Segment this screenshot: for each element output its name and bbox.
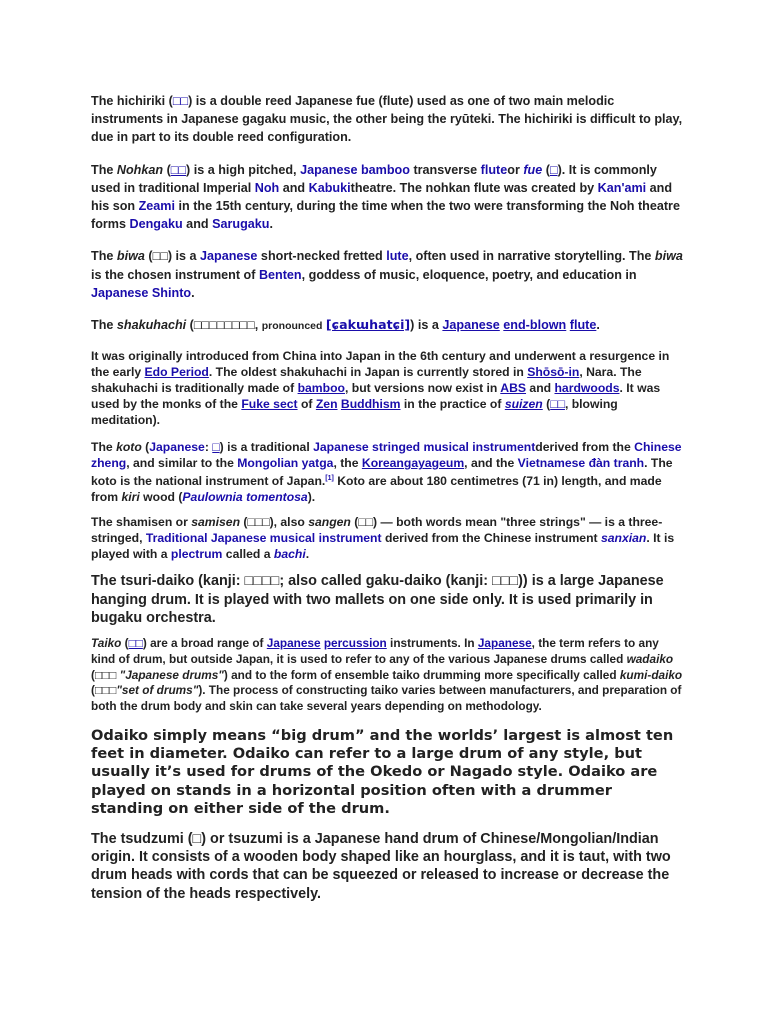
link-japanese[interactable]: Japanese bbox=[266, 635, 321, 650]
text: ) or tsuzumi is a Japanese hand drum of Chinese/Mongolian/Indian origin. It consists of a wooden body shaped like an hourglass, and it is taut, with two drum heads with cords that can be squeezed or released to increase or decrease the tension of the heads respectively. bbox=[91, 830, 671, 902]
text: The bbox=[91, 318, 117, 333]
text: , the bbox=[333, 456, 362, 471]
link-kabuki[interactable]: Kabuki bbox=[308, 180, 351, 195]
text: ) is a high pitched, bbox=[186, 162, 301, 177]
text: , often used in narrative storytelling. The bbox=[408, 249, 655, 264]
text: , bbox=[254, 318, 262, 333]
term-samisen: samisen bbox=[191, 515, 241, 530]
biwa-paragraph bbox=[91, 247, 683, 302]
link-flute[interactable]: flute bbox=[569, 318, 597, 333]
text: ( bbox=[542, 162, 550, 177]
text: , Nara. The shakuhachi is traditionally made of bbox=[91, 365, 642, 396]
text: . The koto is the national instrument of Japan. bbox=[91, 456, 673, 489]
kanji: □□ bbox=[152, 249, 168, 264]
term-wadaiko: wadaiko bbox=[626, 651, 674, 666]
term-biwa: biwa bbox=[116, 249, 145, 264]
text: short-necked fretted bbox=[257, 249, 387, 264]
link-hardwoods[interactable]: hardwoods bbox=[554, 381, 620, 396]
kanji: □□ bbox=[358, 515, 374, 530]
text: ) is a traditional bbox=[219, 440, 314, 455]
text: ). It is commonly used in traditional Imperial bbox=[91, 162, 657, 195]
document-page bbox=[91, 92, 683, 903]
term-biwa: biwa bbox=[654, 249, 683, 264]
ipa-link[interactable]: [ɕakɯhatɕi] bbox=[325, 317, 411, 333]
kanji: □□□ bbox=[94, 667, 117, 682]
text: ). bbox=[307, 490, 316, 505]
text: The shamisen or bbox=[91, 515, 192, 530]
text: ). The process of constructing taiko varies between manufacturers, and preparation of both the drum body and skin can take several years depending on methodology. bbox=[91, 683, 682, 714]
term-set-of-drums: "set of drums" bbox=[116, 683, 199, 698]
link-bamboo[interactable]: bamboo bbox=[297, 381, 345, 396]
kanji: □ bbox=[192, 830, 202, 847]
text: The tsudzumi ( bbox=[91, 830, 193, 847]
kanji: □□□ bbox=[492, 573, 519, 590]
text: The bbox=[91, 162, 117, 177]
text: ( bbox=[542, 397, 551, 412]
text: . bbox=[305, 547, 310, 562]
link-sanxian[interactable]: sanxian bbox=[600, 531, 647, 546]
kanji: □□□ bbox=[247, 515, 270, 530]
link-japanese[interactable]: Japanese bbox=[149, 440, 205, 455]
kanji-link[interactable]: □□ bbox=[170, 162, 186, 177]
kanji: □□□ bbox=[94, 683, 117, 698]
link-benten[interactable]: Benten bbox=[258, 267, 302, 282]
link-shoso-in[interactable]: Shōsō-in bbox=[527, 365, 580, 380]
text: and bbox=[526, 381, 555, 396]
shakuhachi-paragraph bbox=[91, 316, 683, 335]
text: )) is a large Japanese hanging drum. It is played with two mallets on one side only. It is used primarily in bugaku orchestra. bbox=[91, 573, 664, 626]
hichiriki-paragraph bbox=[91, 92, 683, 147]
text: ( bbox=[163, 162, 171, 177]
link-dengaku[interactable]: Dengaku bbox=[129, 217, 183, 232]
text: theatre. The nohkan flute was created by bbox=[350, 180, 598, 195]
text: derived from the Chinese instrument bbox=[381, 531, 601, 546]
link-edo-period[interactable]: Edo Period bbox=[144, 365, 209, 380]
tsuri-daiko-paragraph bbox=[91, 572, 683, 627]
text: The hichiriki ( bbox=[91, 94, 173, 108]
kanji-link[interactable]: □ bbox=[549, 162, 558, 177]
shakuhachi-history-paragraph bbox=[91, 348, 683, 428]
text: , goddess of music, eloquence, poetry, and education in bbox=[301, 267, 637, 282]
term-shakuhachi: shakuhachi bbox=[116, 318, 187, 333]
link-buddhism[interactable]: Buddhism bbox=[340, 397, 401, 412]
link-fue[interactable]: fue bbox=[523, 162, 543, 177]
text: . It was used by the monks of the bbox=[91, 381, 661, 412]
text: Koto are about 180 centimetres (71 in) length, and made from bbox=[91, 474, 662, 505]
text: ( bbox=[91, 683, 95, 698]
text: ( bbox=[186, 318, 194, 333]
text: ) is a bbox=[167, 249, 201, 264]
text: in the practice of bbox=[400, 397, 505, 412]
kanji-link[interactable]: □□ bbox=[172, 94, 189, 108]
text: It was originally introduced from China into Japan in the 6th century and underwent a resurgence in the early bbox=[91, 349, 670, 380]
text: is the chosen instrument of bbox=[91, 267, 259, 282]
text: in the 15th century, during the time when the two were transforming the Noh theatre forms bbox=[91, 199, 680, 232]
text: ( bbox=[121, 635, 129, 650]
citation-link[interactable]: [1] bbox=[325, 475, 334, 483]
link-abs[interactable]: ABS bbox=[500, 381, 527, 396]
link-lute[interactable]: lute bbox=[386, 249, 409, 264]
text: ) is a bbox=[410, 318, 443, 333]
link-noh[interactable]: Noh bbox=[254, 180, 280, 195]
kanji-link[interactable]: □□ bbox=[550, 397, 565, 412]
kanji: □□□□ bbox=[244, 573, 280, 590]
text: . It is played with a bbox=[91, 531, 675, 562]
link-kanami[interactable]: Kan'ami bbox=[597, 180, 647, 195]
text: The bbox=[91, 249, 117, 264]
text: , but versions now exist in bbox=[344, 381, 501, 396]
text: ( bbox=[350, 515, 359, 530]
link-japanese-stringed-instrument[interactable]: Japanese stringed musical instrument bbox=[313, 440, 536, 455]
link-bachi[interactable]: bachi bbox=[273, 547, 306, 562]
link-plectrum[interactable]: plectrum bbox=[170, 547, 223, 562]
text: instruments. In bbox=[386, 635, 478, 650]
taiko-paragraph bbox=[91, 636, 683, 715]
term-taiko: Taiko bbox=[91, 635, 122, 650]
link-japanese[interactable]: Japanese bbox=[477, 635, 532, 650]
pronounced-label: pronounced bbox=[261, 320, 323, 333]
text: . The oldest shakuhachi in Japan is currently stored in bbox=[208, 365, 528, 380]
tsudzumi-paragraph bbox=[91, 830, 683, 903]
term-nohkan: Nohkan bbox=[116, 162, 164, 177]
text: derived from the bbox=[535, 440, 635, 455]
shamisen-paragraph bbox=[91, 514, 683, 562]
text: ( bbox=[141, 440, 150, 455]
link-suizen[interactable]: suizen bbox=[504, 397, 543, 412]
link-traditional-instrument[interactable]: Traditional Japanese musical instrument bbox=[145, 531, 382, 546]
text: or bbox=[507, 162, 524, 177]
link-japanese[interactable]: Japanese bbox=[200, 249, 258, 264]
text: ( bbox=[91, 667, 95, 682]
link-japanese-shinto[interactable]: Japanese Shinto bbox=[91, 285, 192, 300]
term-kumi-daiko: kumi-daiko bbox=[619, 667, 683, 682]
link-flute[interactable]: flute bbox=[480, 162, 508, 177]
text: , blowing meditation). bbox=[91, 397, 618, 428]
link-vietnamese-dan-tranh[interactable]: Vietnamese đàn tranh bbox=[517, 456, 645, 471]
text: , and similar to the bbox=[126, 456, 238, 471]
koto-paragraph bbox=[91, 439, 683, 505]
text: ) and to the form of ensemble taiko drumming more specifically called bbox=[223, 667, 620, 682]
text: , and the bbox=[464, 456, 518, 471]
text: and bbox=[182, 217, 213, 232]
text: called a bbox=[222, 547, 274, 562]
link-japanese[interactable]: Japanese bbox=[442, 318, 500, 333]
text: . bbox=[596, 318, 600, 333]
text: ; also called gaku-daiko (kanji: bbox=[279, 573, 493, 590]
text: and his son bbox=[91, 180, 673, 214]
text: The bbox=[91, 440, 117, 455]
link-end-blown[interactable]: end-blown bbox=[503, 318, 567, 333]
text: ) are a broad range of bbox=[142, 635, 267, 650]
text: . bbox=[269, 217, 273, 232]
text: ), also bbox=[269, 515, 309, 530]
text: The tsuri-daiko (kanji: bbox=[91, 573, 245, 590]
link-mongolian-yatga[interactable]: Mongolian yatga bbox=[237, 456, 334, 471]
text: ) is a double reed Japanese fue (flute) used as one of two main melodic instruments in Japanese gagaku music, the other being the ryūteki. The hichiriki is difficult to play, due in part to its double reed configuration. bbox=[91, 94, 683, 145]
text: of bbox=[297, 397, 316, 412]
term-sangen: sangen bbox=[308, 515, 351, 530]
link-paulownia[interactable]: Paulownia tomentosa bbox=[182, 490, 308, 505]
link-fuke-sect[interactable]: Fuke sect bbox=[241, 397, 298, 412]
text: , the term refers to any kind of drum, but outside Japan, it is used to refer to any of the various Japanese drums called bbox=[91, 635, 659, 666]
kanji-link[interactable]: □□ bbox=[128, 635, 143, 650]
odaiko-paragraph: Odaiko simply means “big drum” and the worlds’ largest is almost ten feet in diameter. Odaiko can refer to a large drum of any style, but usually it’s used for drums of the Okedo or Nagado style. Odaiko are played on stands in a horizontal position often with a drummer standing on either side of the drum. bbox=[91, 726, 674, 817]
link-japanese-bamboo[interactable]: Japanese bamboo bbox=[300, 162, 410, 177]
text: ) — both words mean "three strings" — is a three-stringed, bbox=[91, 515, 663, 546]
link-percussion[interactable]: percussion bbox=[323, 635, 387, 650]
term-koto: koto bbox=[116, 440, 142, 455]
link-zeami[interactable]: Zeami bbox=[138, 199, 175, 214]
term-japanese-drums: "Japanese drums" bbox=[119, 667, 224, 682]
text: and bbox=[279, 180, 309, 195]
link-zen[interactable]: Zen bbox=[315, 397, 338, 412]
text: ( bbox=[144, 249, 153, 264]
link-korean-gayageum[interactable]: Koreangayageum bbox=[361, 456, 465, 471]
nohkan-paragraph bbox=[91, 161, 683, 234]
term-kiri: kiri bbox=[121, 490, 140, 505]
text: : bbox=[204, 440, 213, 455]
text: ( bbox=[240, 515, 248, 530]
link-chinese-zheng[interactable]: Chinese zheng bbox=[91, 440, 682, 471]
text: . bbox=[191, 285, 195, 300]
text: transverse bbox=[409, 162, 481, 177]
link-sarugaku[interactable]: Sarugaku bbox=[212, 217, 270, 232]
kanji-link[interactable]: □ bbox=[212, 440, 220, 455]
kanji: □□□□□□□□ bbox=[193, 318, 255, 333]
text: wood ( bbox=[139, 490, 183, 505]
